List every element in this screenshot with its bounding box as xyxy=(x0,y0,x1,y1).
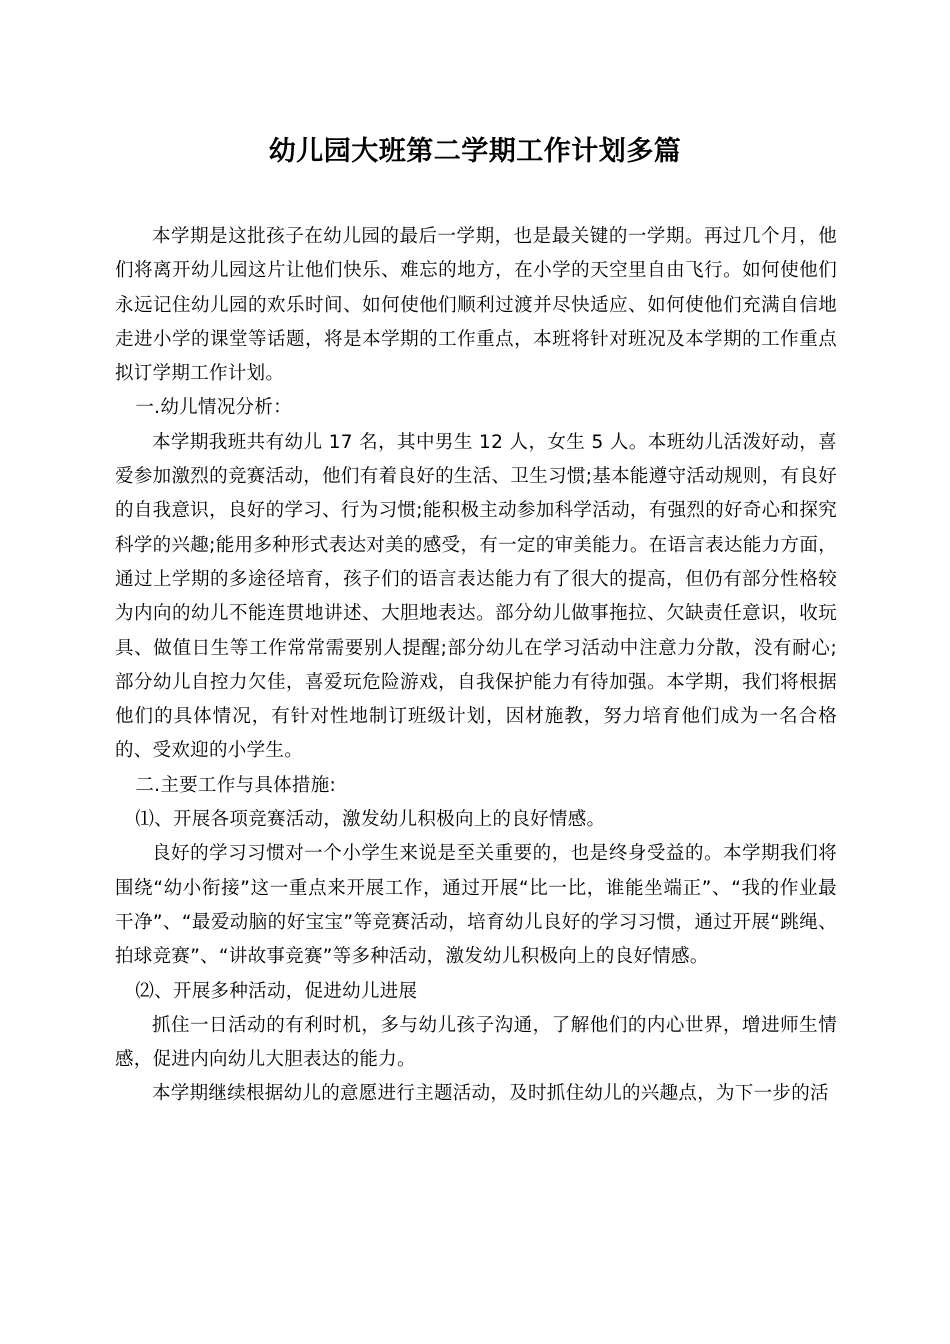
subheading-activities: ⑵、开展多种活动，促进幼儿进展 xyxy=(135,980,418,1002)
child-analysis-paragraph: 本学期我班共有幼儿 17 名，其中男生 12 人，女生 5 人。本班幼儿活泼好动，喜爱参加激烈的竞赛活动，他们有着良好的生活、卫生习惯;基本能遵守活动规则，有良好的自我意识，良好的学习、行为习惯;能积极主动参加科学活动，有强烈的好奇心和探究科学的兴趣;能用多种形式表达对美的感受，有一定的审美能力。在语言表达能力方面，通过上学期的多途径培育，孩子们的语言表达能力有了很大的提高，但仍有部分性格较为内向的幼儿不能连贯地讲述、大胆地表达。部分幼儿做事拖拉、欠缺责任意识，收玩具、做值日生等工作常常需要别人提醒;部分幼儿在学习活动中注意力分散，没有耐心;部分幼儿自控力欠佳，喜爱玩危险游戏，自我保护能力有待加强。本学期，我们将根据他们的具体情况，有针对性地制订班级计划，因材施教，努力培育他们成为一名合格的、受欢迎的小学生。 xyxy=(115,431,837,762)
document-title: 幼儿园大班第二学期工作计划多篇 xyxy=(268,136,682,167)
intro-paragraph: 本学期是这批孩子在幼儿园的最后一学期，也是最关键的一学期。再过几个月，他们将离开幼儿园这片让他们快乐、难忘的地方，在小学的天空里自由飞行。如何使他们永远记住幼儿园的欢乐时间、如何使他们顺利过渡并尽快适应、如何使他们充满自信地走进小学的课堂等话题，将是本学期的工作重点，本班将针对班况及本学期的工作重点拟订学期工作计划。 xyxy=(115,226,837,385)
section-heading-main-work: 二.主要工作与具体措施: xyxy=(135,774,337,796)
activities-paragraph: 抓住一日活动的有利时机，多与幼儿孩子沟通，了解他们的内心世界，增进师生情感，促进内向幼儿大胆表达的能力。 xyxy=(115,1014,837,1071)
document-body xyxy=(115,220,837,1112)
section-heading-child-analysis: 一.幼儿情况分析： xyxy=(135,397,292,419)
competitions-paragraph: 良好的学习习惯对一个小学生来说是至关重要的，也是终身受益的。本学期我们将围绕“幼小衔接”这一重点来开展工作，通过开展“比一比，谁能坐端正”、“我的作业最干净”、“最爱动脑的好宝宝”等竞赛活动，培育幼儿良好的学习习惯，通过开展“跳绳、拍球竞赛”、“讲故事竞赛”等多种活动，激发幼儿积极向上的良好情感。 xyxy=(115,843,837,968)
subheading-competitions: ⑴、开展各项竞赛活动，激发幼儿积极向上的良好情感。 xyxy=(135,809,606,831)
theme-activities-paragraph: 本学期继续根据幼儿的意愿进行主题活动，及时抓住幼儿的兴趣点，为下一步的活 xyxy=(152,1083,829,1105)
